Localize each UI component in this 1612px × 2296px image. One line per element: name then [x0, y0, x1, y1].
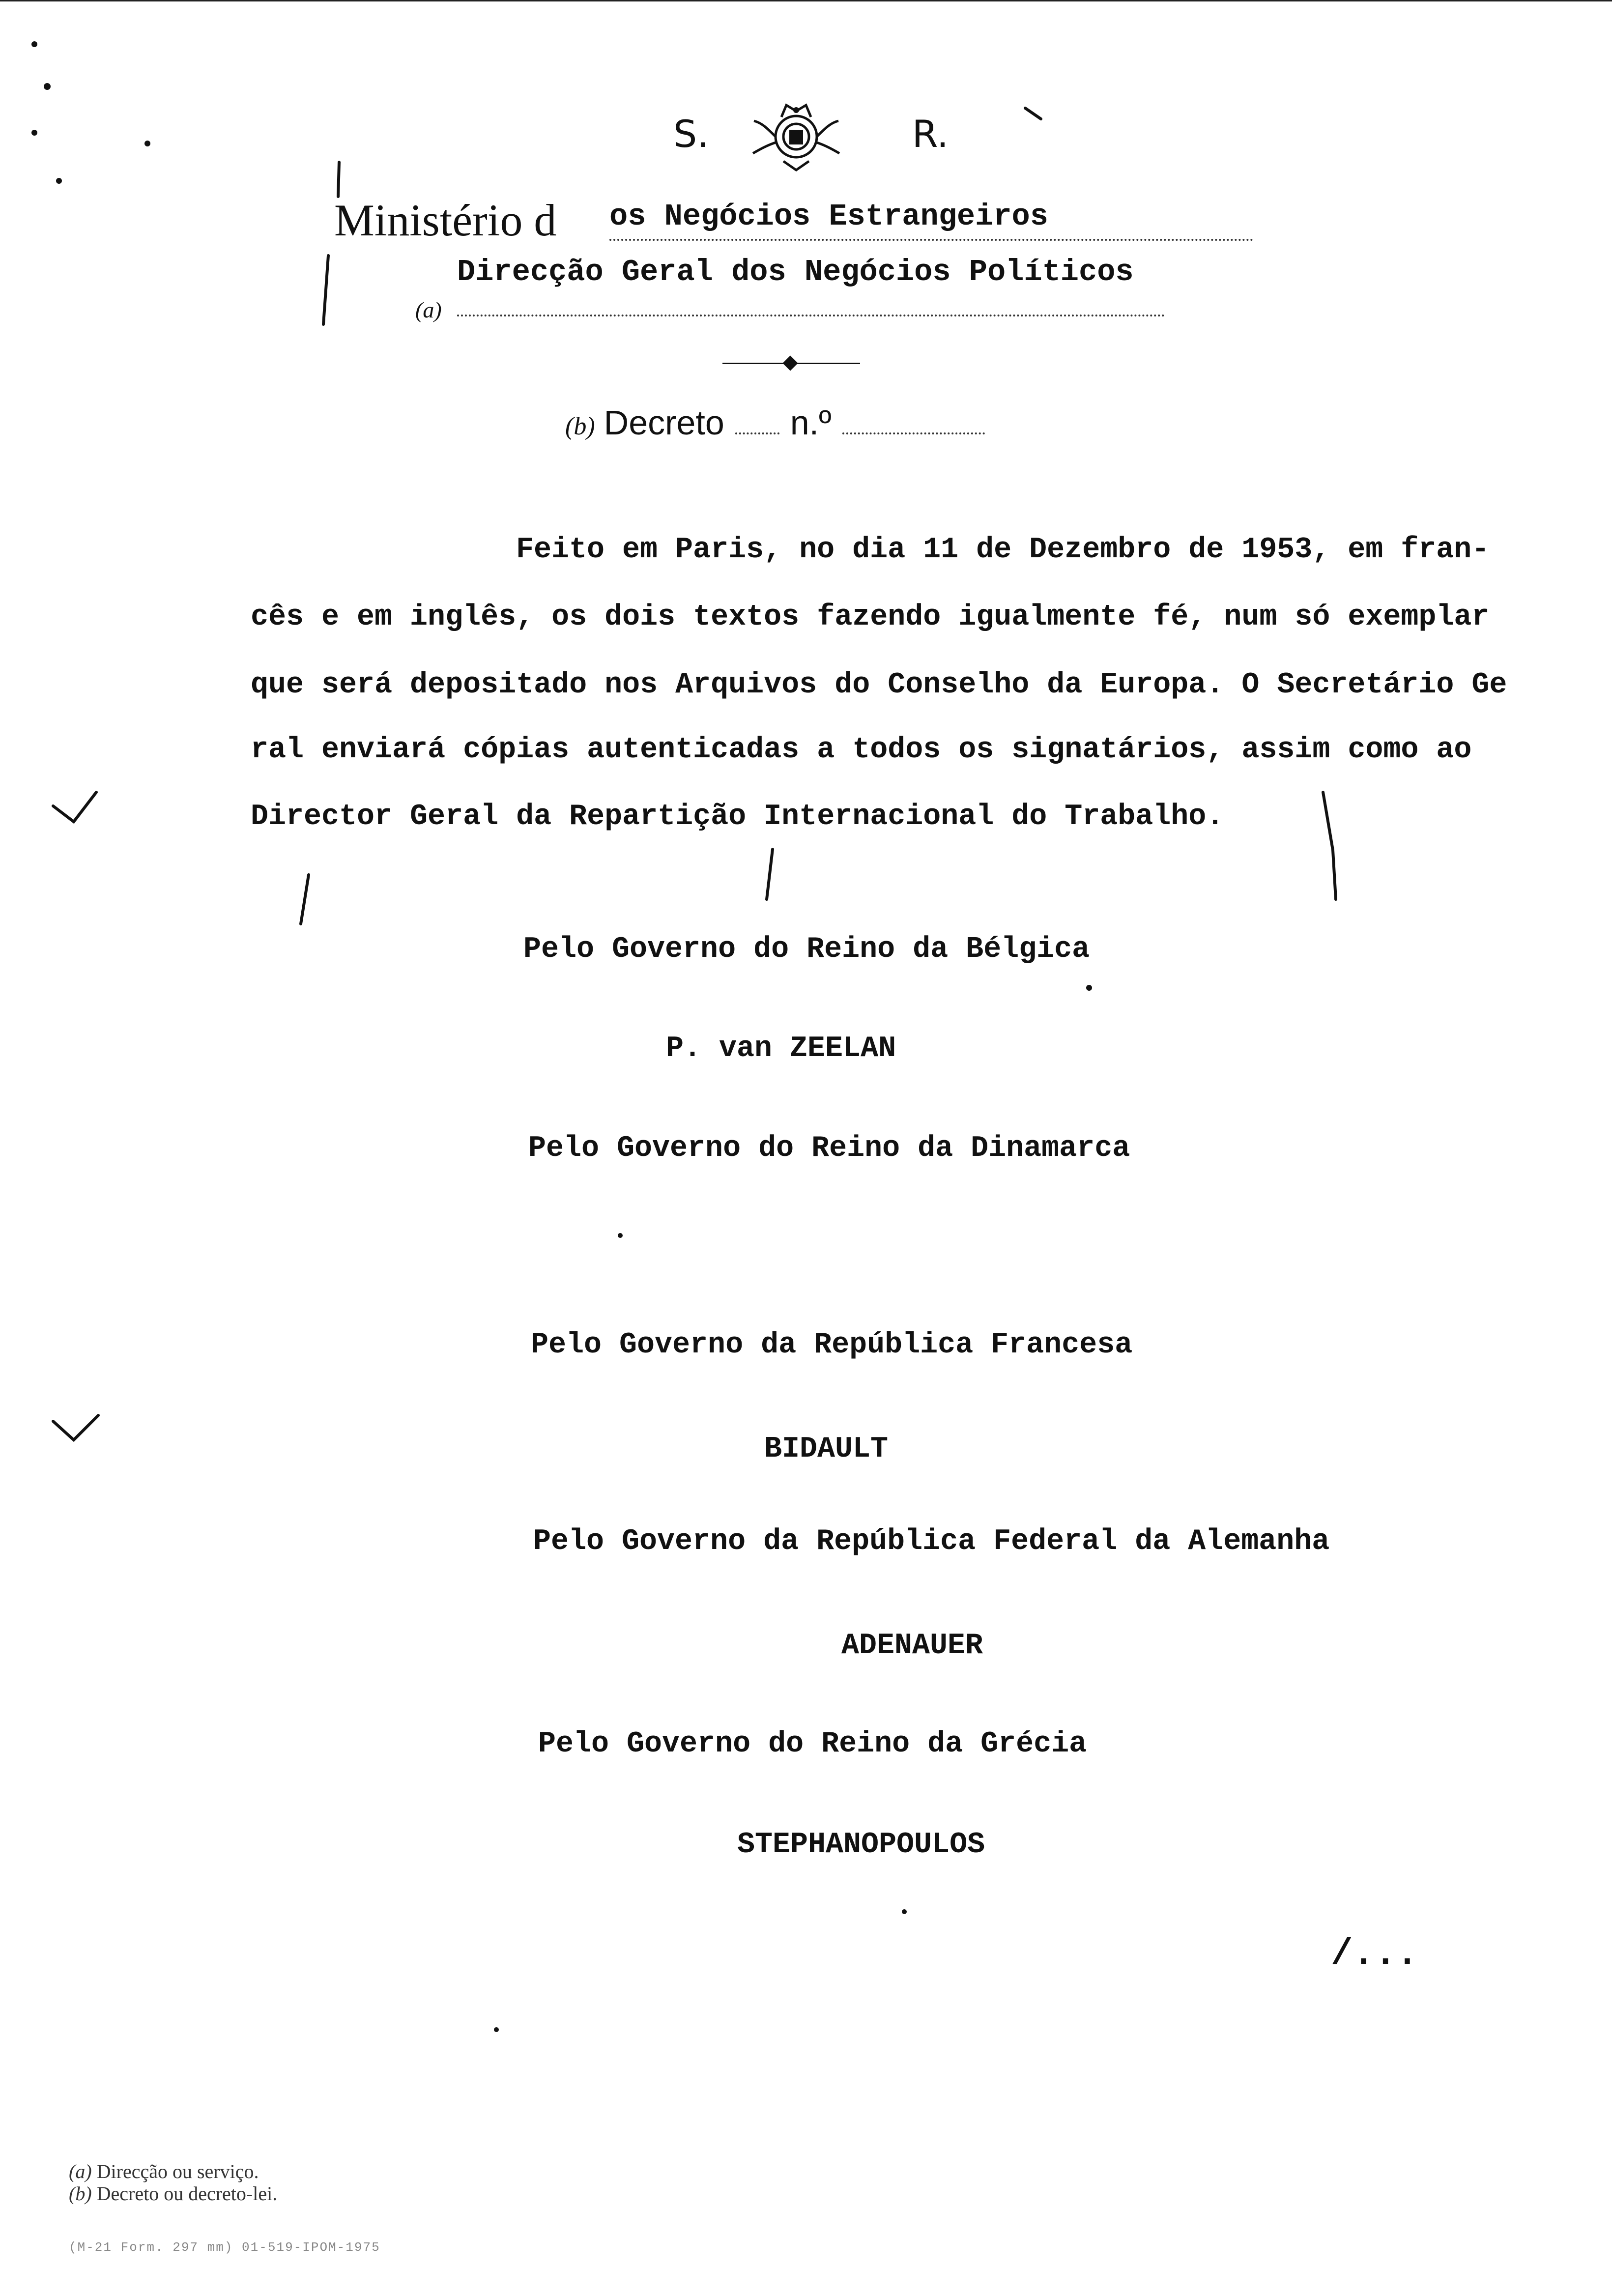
right-bracket: [1323, 792, 1336, 899]
scan-speck: [1086, 985, 1092, 991]
check-mark-icon: [53, 792, 96, 822]
scan-speck: [902, 1909, 907, 1914]
sr-left-letter: S.: [673, 112, 709, 156]
decree-blank: [735, 432, 779, 434]
footnote-a-marker: (a): [69, 2160, 92, 2182]
ministry-heading: [334, 194, 556, 246]
scan-speck: [44, 83, 51, 90]
scan-speck: [618, 1233, 623, 1238]
ministry-label: Ministério d: [334, 195, 557, 245]
signatory-denmark-heading: Pelo Governo do Reino da Dinamarca: [528, 1132, 1130, 1165]
margin-tick: [767, 849, 773, 899]
footnote-a-text: Direcção ou serviço.: [96, 2160, 259, 2182]
body-line: Feito em Paris, no dia 11 de Dezembro de 1953, em fran-: [516, 533, 1490, 567]
decree-line: [565, 403, 985, 442]
scan-speck: [31, 41, 37, 47]
ministry-dotted-rule: [609, 239, 1253, 241]
divider-diamond-icon: [782, 355, 798, 371]
signatory-germany-name: ADENAUER: [841, 1629, 983, 1663]
state-crest-header: [673, 108, 949, 162]
signatory-france-heading: Pelo Governo da República Francesa: [531, 1328, 1133, 1362]
signatory-greece-heading: Pelo Governo do Reino da Grécia: [538, 1727, 1087, 1761]
footnote-b-text: Decreto ou decreto-lei.: [96, 2182, 278, 2205]
decree-footnote-marker: (b): [565, 412, 595, 440]
number-blank: [842, 432, 985, 434]
number-label: n.º: [790, 403, 832, 442]
direction-footnote-marker: (a): [415, 297, 442, 322]
print-code: (M-21 Form. 297 mm) 01-519-IPOM-1975: [69, 2240, 380, 2255]
continuation-mark: /...: [1331, 1934, 1418, 1975]
sr-right-letter: R.: [912, 112, 949, 156]
scan-speck: [144, 141, 150, 146]
body-line: cês e em inglês, os dois textos fazendo igualmente fé, num só exemplar: [251, 601, 1490, 634]
body-line: que será depositado nos Arquivos do Conselho da Europa. O Secretário Ge: [251, 668, 1507, 702]
signatory-belgium-name: P. van ZEELAN: [666, 1032, 896, 1065]
signatory-france-name: BIDAULT: [764, 1433, 889, 1466]
direction-dotted-rule: [457, 315, 1165, 316]
scan-edge-line: [0, 0, 1612, 1]
footnote-b: [69, 2182, 277, 2205]
signatory-belgium-heading: Pelo Governo do Reino da Bélgica: [523, 933, 1090, 966]
direction-name-typed: Direcção Geral dos Negócios Políticos: [457, 255, 1134, 289]
scan-speck: [31, 130, 37, 136]
signatory-greece-name: STEPHANOPOULOS: [737, 1828, 985, 1862]
scan-speck: [494, 2027, 499, 2032]
scan-speck: [56, 178, 62, 184]
footnote-b-marker: (b): [69, 2182, 92, 2205]
ministry-name-typed: os Negócios Estrangeiros: [609, 199, 1048, 234]
decree-label: Decreto: [604, 403, 724, 442]
coat-of-arms-icon: [747, 98, 845, 172]
margin-tick: [301, 875, 309, 924]
check-mark-icon: [53, 1415, 98, 1440]
footnote-a: [69, 2160, 259, 2183]
body-line: ral enviará cópias autenticadas a todos os signatários, assim como ao: [251, 733, 1472, 767]
signatory-germany-heading: Pelo Governo da República Federal da Alemanha: [533, 1525, 1330, 1558]
body-line: Director Geral da Repartição Internacional do Trabalho.: [251, 800, 1224, 833]
margin-tick: [1025, 108, 1041, 119]
